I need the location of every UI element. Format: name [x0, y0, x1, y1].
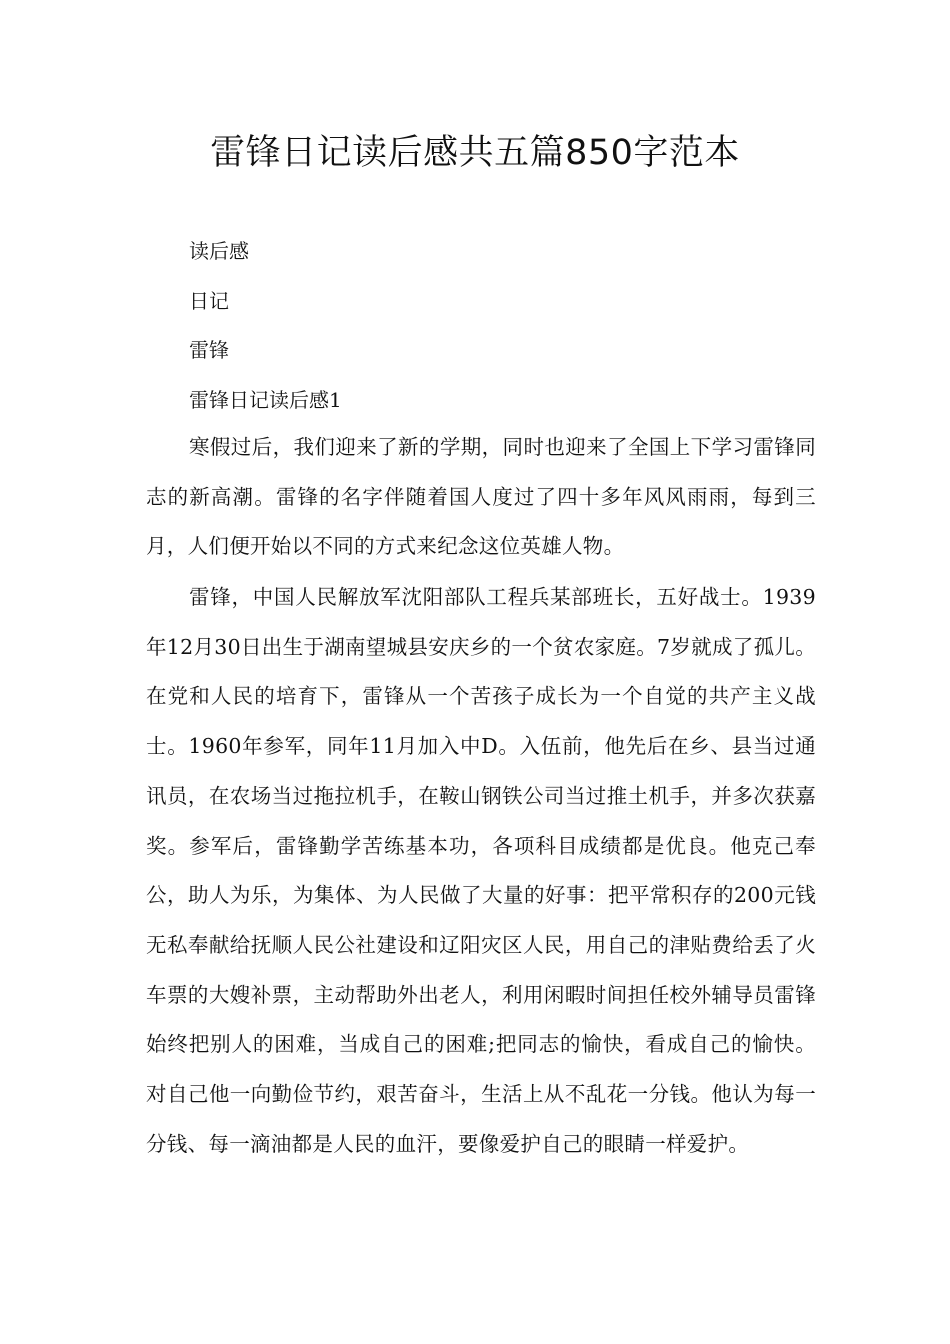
- document-title: 雷锋日记读后感共五篇850字范本: [210, 133, 740, 173]
- paragraph-1: 寒假过后，我们迎来了新的学期，同时也迎来了全国上下学习雷锋同志的新高潮。雷锋的名字伴随着国人度过了四十多年风风雨雨，每到三月，人们便开始以不同的方式来纪念这位英雄人物。: [146, 435, 816, 559]
- section-heading: 雷锋日记读后感1: [189, 388, 342, 412]
- keyword-line-2: 日记: [189, 289, 229, 313]
- keyword-line-1: 读后感: [189, 239, 249, 263]
- paragraph-2: 雷锋，中国人民解放军沈阳部队工程兵某部班长，五好战士。1939年12月30日出生于湖南望城县安庆乡的一个贫农家庭。7岁就成了孤儿。在党和人民的培育下，雷锋从一个苦孩子成长为一个自觉的共产主义战士。1960年参军，同年11月加入中D。入伍前，他先后在乡、县当过通讯员，在农场当过拖拉机手，在鞍山钢铁公司当过推土机手，并多次获嘉奖。参军后，雷锋勤学苦练基本功，各项科目成绩都是优良。他克己奉公，助人为乐，为集体、为人民做了大量的好事：把平常积存的200元钱无私奉献给抚顺人民公社建设和辽阳灾区人民，用自己的津贴费给丢了火车票的大嫂补票，主动帮助外出老人，利用闲暇时间担任校外辅导员雷锋始终把别人的困难，当成自己的困难;把同志的愉快，看成自己的愉快。对自己他一向勤俭节约，艰苦奋斗，生活上从不乱花一分钱。他认为每一分钱、每一滴油都是人民的血汗，要像爱护自己的眼睛一样爱护。: [146, 585, 816, 1156]
- keyword-line-3: 雷锋: [189, 338, 229, 362]
